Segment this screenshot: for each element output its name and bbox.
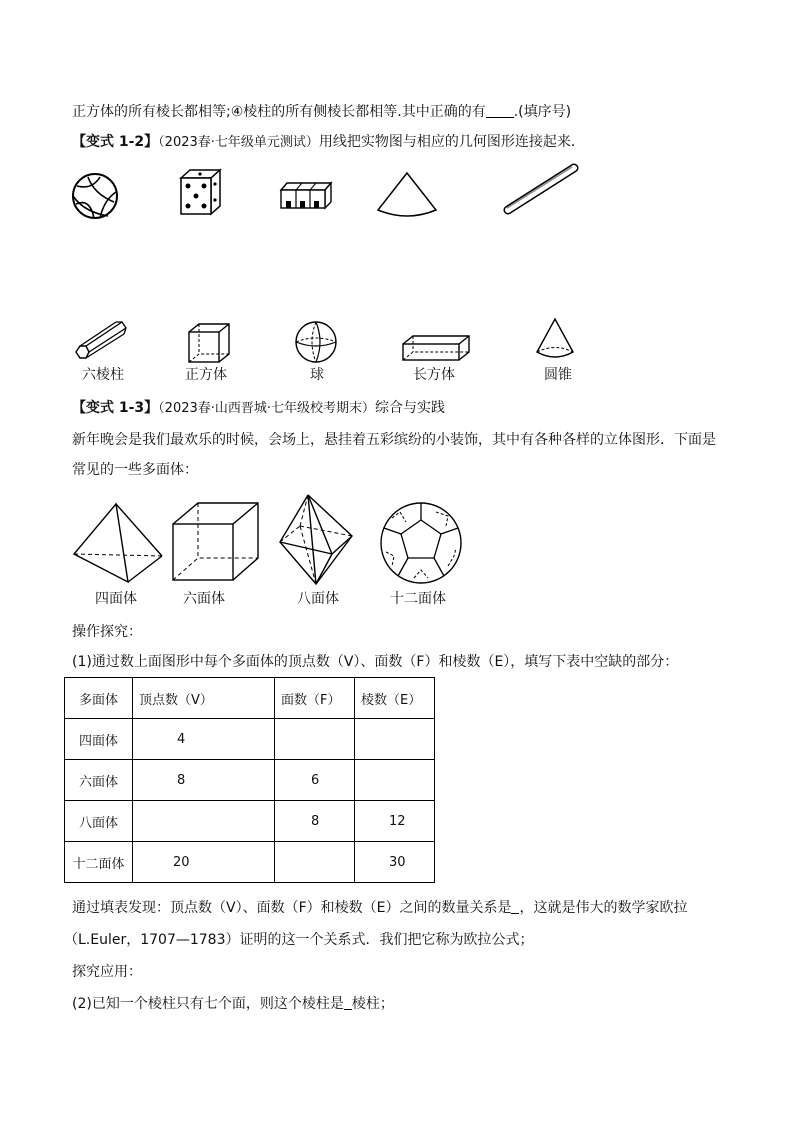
question-2 <box>72 994 394 1014</box>
cone-shape <box>534 316 576 362</box>
label-sphere: 球 <box>310 367 324 383</box>
hexahedron-figure <box>170 500 262 584</box>
volleyball-picture <box>70 172 122 222</box>
operation-heading: 操作探究： <box>72 624 142 640</box>
question-2-tail: 棱柱； <box>351 996 394 1012</box>
question-2-text: (2)已知一个棱柱只有七个面，则这个棱柱是 <box>72 996 344 1012</box>
table-cell[interactable] <box>275 842 355 883</box>
line1-text: 正方体的所有棱长都相等;④棱柱的所有侧棱长都相等.其中正确的有 <box>72 104 486 120</box>
table-row <box>65 842 435 883</box>
intro-line-1: 新年晚会是我们最欢乐的时候，会场上，悬挂着五彩缤纷的小装饰，其中有各种各样的立体图形．下面是 <box>72 432 716 448</box>
discovery-text: 通过填表发现：顶点数（V）、面数（F）和棱数（E）之间的数量关系是 <box>72 900 512 916</box>
polyhedron-table <box>64 677 435 883</box>
apply-heading: 探究应用： <box>72 964 142 980</box>
hexagonal-prism-shape <box>72 318 132 362</box>
table-cell: 八面体 <box>65 801 133 842</box>
table-cell: 20 <box>133 842 275 883</box>
table-cell[interactable] <box>355 719 435 760</box>
table-header: 顶点数（V） <box>133 678 275 719</box>
table-cell: 6 <box>275 760 355 801</box>
label-tetrahedron: 四面体 <box>95 591 137 607</box>
pencil-box-picture <box>278 180 334 210</box>
line1-tail: .(填序号) <box>513 104 572 120</box>
table-cell: 四面体 <box>65 719 133 760</box>
variant-tag: 【变式 1-3】 <box>72 400 159 416</box>
table-row <box>65 801 435 842</box>
table-cell: 30 <box>355 842 435 883</box>
table-header: 棱数（E） <box>355 678 435 719</box>
dodecahedron-figure <box>378 500 464 586</box>
fan-picture <box>374 170 440 220</box>
dice-picture <box>178 168 224 216</box>
variant-source: （2023春·山西晋城·七年级校考期末） <box>158 401 376 416</box>
variant-tag: 【变式 1-2】 <box>72 134 159 150</box>
label-hexahedron: 六面体 <box>183 591 225 607</box>
answer-blank-1[interactable] <box>486 103 514 118</box>
label-cube: 正方体 <box>185 367 227 383</box>
table-cell[interactable] <box>355 760 435 801</box>
intro-line-2: 常见的一些多面体： <box>72 462 198 478</box>
sphere-shape <box>294 320 340 364</box>
variant-1-3-heading <box>72 398 445 419</box>
variant-body: 用线把实物图与相应的几何图形连接起来． <box>318 134 585 150</box>
discovery-tail: ，这就是伟大的数学家欧拉 <box>519 900 688 916</box>
table-row <box>65 719 435 760</box>
table-cell: 8 <box>133 760 275 801</box>
table-cell[interactable] <box>133 801 275 842</box>
question-1: (1)通过数上面图形中每个多面体的顶点数（V）、面数（F）和棱数（E），填写下表中空缺的部分： <box>72 654 679 670</box>
discovery-line <box>72 898 687 918</box>
label-hexagonal-prism: 六棱柱 <box>82 367 124 383</box>
label-cone: 圆锥 <box>544 367 572 383</box>
label-cuboid: 长方体 <box>413 367 455 383</box>
octahedron-figure <box>276 492 356 588</box>
table-header: 多面体 <box>65 678 133 719</box>
answer-blank-prism[interactable] <box>344 995 352 1010</box>
label-dodecahedron: 十二面体 <box>390 591 446 607</box>
table-row <box>65 760 435 801</box>
cube-shape <box>186 322 234 364</box>
variant-source: （2023春·七年级单元测试） <box>158 135 319 150</box>
variant-body: 综合与实践 <box>375 400 446 416</box>
table-header: 面数（F） <box>275 678 355 719</box>
cuboid-shape <box>400 334 472 362</box>
tetrahedron-figure <box>70 500 166 586</box>
table-cell: 六面体 <box>65 760 133 801</box>
table-cell: 十二面体 <box>65 842 133 883</box>
rod-picture <box>500 160 582 220</box>
label-octahedron: 八面体 <box>297 591 339 607</box>
table-cell: 8 <box>275 801 355 842</box>
table-cell: 12 <box>355 801 435 842</box>
euler-line: （L.Euler，1707—1783）证明的这一个关系式．我们把它称为欧拉公式； <box>64 932 534 948</box>
table-cell[interactable] <box>275 719 355 760</box>
variant-1-2-heading <box>72 132 585 153</box>
table-header-row <box>65 678 435 719</box>
line-1 <box>72 102 571 122</box>
table-cell: 4 <box>133 719 275 760</box>
